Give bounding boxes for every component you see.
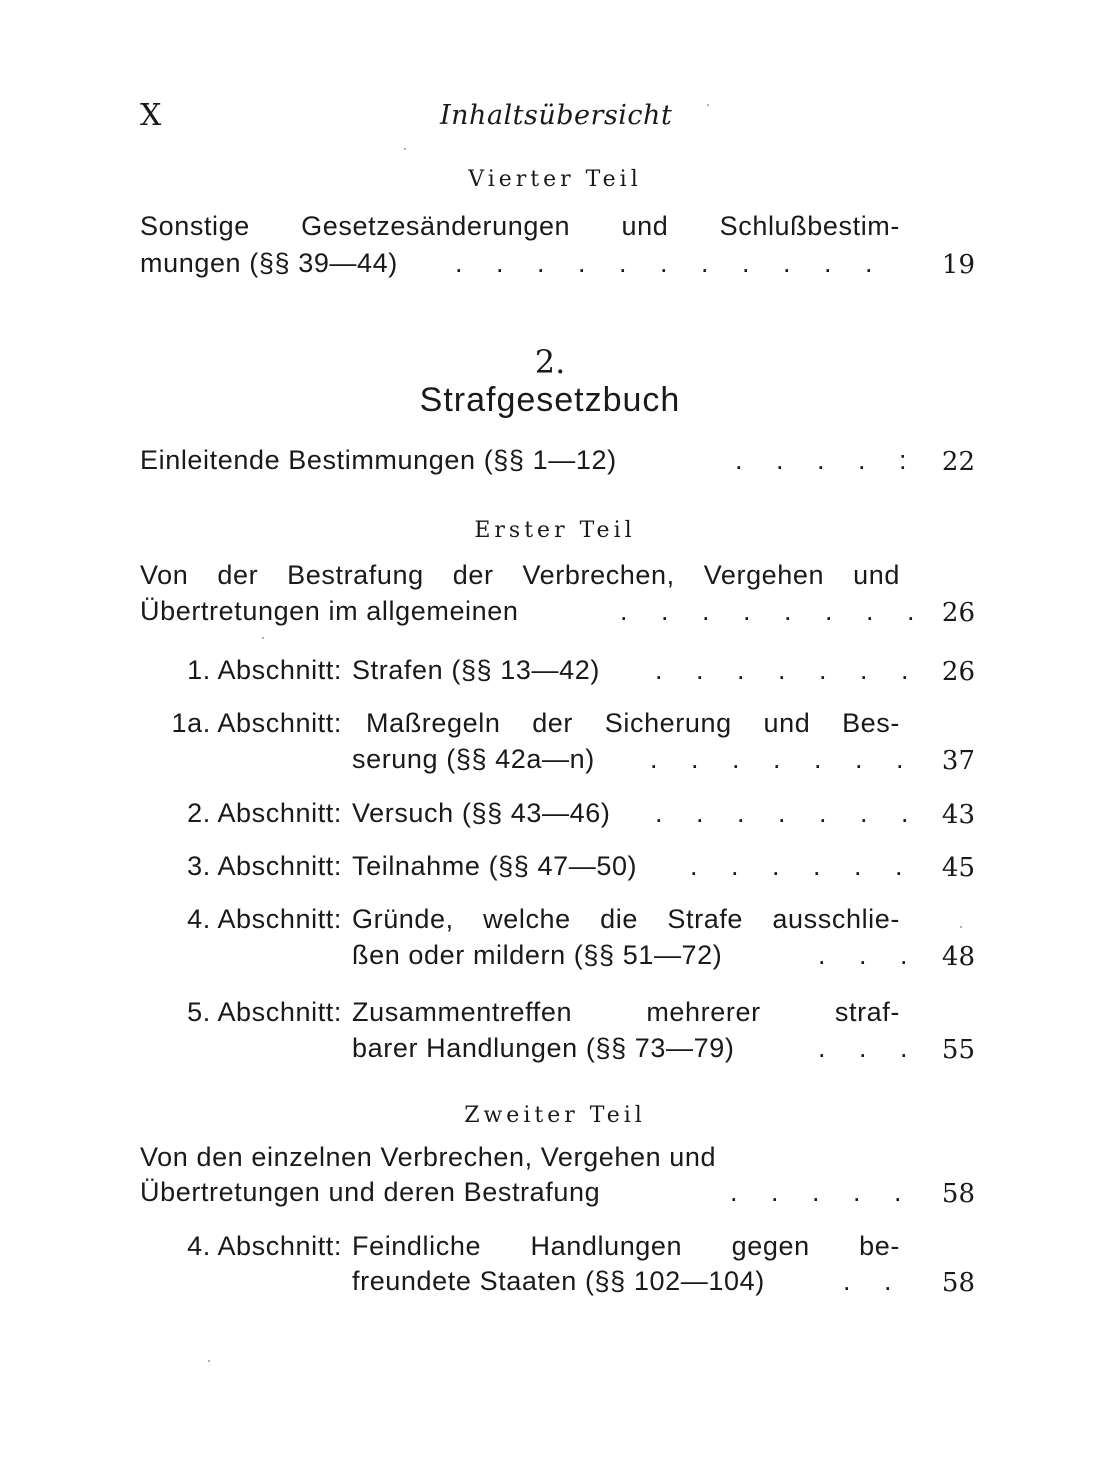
page-ref: 55	[941, 1035, 975, 1065]
page-ref: 48	[941, 942, 975, 972]
leader-dots: . . .	[818, 940, 921, 970]
chapter-number: 2.	[534, 343, 566, 381]
leader-dots: . . . . :	[735, 445, 920, 475]
section-label: 1. Abschnitt:	[187, 655, 342, 685]
toc-entry-line: Sonstige Gesetzesänderungen und Schlußbestim-	[140, 211, 900, 241]
section-label: 4. Abschnitt:	[187, 1231, 342, 1261]
leader-dots: . . . . . . .	[655, 798, 922, 828]
part-heading-erster-teil: Erster Teil	[474, 518, 636, 543]
running-title: Inhaltsübersicht	[440, 100, 673, 131]
page-number: X	[140, 98, 162, 133]
section-label: 2. Abschnitt:	[187, 798, 342, 828]
leader-dots: . . . . . . . .	[620, 596, 928, 626]
section-label: 1a. Abschnitt:	[171, 708, 342, 738]
toc-entry-line: Von der Bestrafung der Verbrechen, Vergehen und	[140, 560, 900, 590]
section-text: ßen oder mildern (§§ 51—72)	[352, 940, 723, 970]
section-text: Teilnahme (§§ 47—50)	[352, 851, 638, 881]
leader-dots: . . . . .	[730, 1177, 915, 1207]
scan-speck	[208, 1360, 210, 1362]
leader-dots: . . . . . . .	[655, 655, 922, 685]
scan-speck	[404, 148, 406, 150]
page-ref: 43	[941, 800, 975, 830]
leader-dots: . . .	[818, 1033, 921, 1063]
leader-dots: . . . . . . . . . . .	[455, 248, 886, 278]
toc-entry-line: Übertretungen und deren Bestrafung	[140, 1177, 601, 1207]
page-ref: 19	[941, 250, 975, 280]
page-ref: 26	[941, 598, 975, 628]
page-ref: 58	[941, 1179, 975, 1209]
section-text: serung (§§ 42a—n)	[352, 744, 595, 774]
part-heading-zweiter-teil: Zweiter Teil	[464, 1103, 646, 1128]
section-text: Feindliche Handlungen gegen be-	[352, 1231, 900, 1261]
section-label: 4. Abschnitt:	[187, 904, 342, 934]
section-text: Gründe, welche die Strafe ausschlie-	[352, 904, 900, 934]
section-text: Maßregeln der Sicherung und Bes-	[366, 708, 900, 738]
scan-speck	[960, 926, 962, 928]
toc-entry-line: Von den einzelnen Verbrechen, Vergehen und	[140, 1142, 717, 1172]
section-label: 5. Abschnitt:	[187, 997, 342, 1027]
leader-dots: . . . . . . .	[650, 744, 917, 774]
page-ref: 37	[941, 746, 975, 776]
section-text: Versuch (§§ 43—46)	[352, 798, 611, 828]
chapter-title: Strafgesetzbuch	[419, 381, 681, 419]
page-ref: 45	[941, 853, 975, 883]
page-ref: 58	[941, 1268, 975, 1298]
page-ref: 26	[941, 657, 975, 687]
part-heading-vierter-teil: Vierter Teil	[468, 167, 642, 192]
page-ref: 22	[941, 447, 975, 477]
section-text: Strafen (§§ 13—42)	[352, 655, 600, 685]
toc-entry-line: Übertretungen im allgemeinen	[140, 596, 519, 626]
section-label: 3. Abschnitt:	[187, 851, 342, 881]
section-text: freundete Staaten (§§ 102—104)	[352, 1266, 765, 1296]
section-text: Zusammentreffen mehrerer straf-	[352, 997, 900, 1027]
toc-entry-line: mungen (§§ 39—44)	[140, 248, 398, 278]
scan-speck	[707, 104, 709, 106]
scan-speck	[262, 637, 264, 639]
toc-entry-line: Einleitende Bestimmungen (§§ 1—12)	[140, 445, 617, 475]
leader-dots: . . . . . .	[690, 851, 916, 881]
section-text: barer Handlungen (§§ 73—79)	[352, 1033, 735, 1063]
leader-dots: . .	[843, 1266, 905, 1296]
